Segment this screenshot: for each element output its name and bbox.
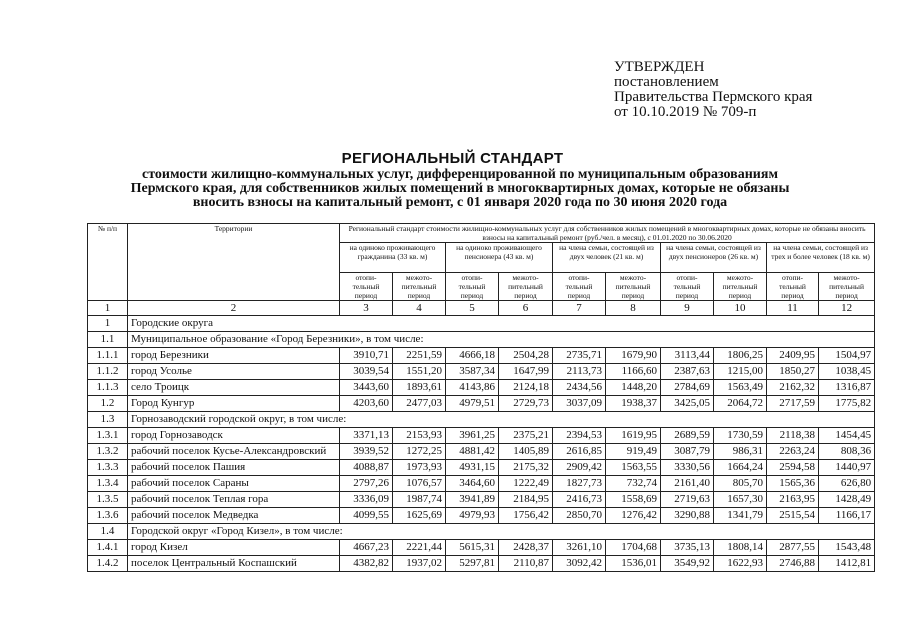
- value-cell: 1730,59: [714, 428, 767, 444]
- table-row: [88, 364, 875, 380]
- value-cell: 2477,03: [393, 396, 446, 412]
- table-row: [88, 508, 875, 524]
- header-non-heating-period: межото-пительный период: [499, 273, 553, 301]
- value-cell: 1448,20: [606, 380, 661, 396]
- value-cell: 3087,79: [661, 444, 714, 460]
- value-cell: 1657,30: [714, 492, 767, 508]
- value-cell: 626,80: [819, 476, 875, 492]
- row-number: 1.3: [88, 412, 128, 428]
- header-non-heating-period: межото-пительный период: [606, 273, 661, 301]
- table-row: [88, 380, 875, 396]
- column-number: 8: [606, 301, 661, 316]
- row-number: 1.3.1: [88, 428, 128, 444]
- column-number: 1: [88, 301, 128, 316]
- value-cell: 4881,42: [446, 444, 499, 460]
- territory-name: город Кизел: [128, 540, 340, 556]
- value-cell: 1987,74: [393, 492, 446, 508]
- value-cell: 3092,42: [553, 556, 606, 572]
- value-cell: 1937,02: [393, 556, 446, 572]
- territory-name: город Березники: [128, 348, 340, 364]
- row-number: 1.4: [88, 524, 128, 540]
- approval-stamp: [614, 60, 812, 120]
- value-cell: 2184,95: [499, 492, 553, 508]
- value-cell: 2064,72: [714, 396, 767, 412]
- value-cell: 3261,10: [553, 540, 606, 556]
- value-cell: 2409,95: [767, 348, 819, 364]
- value-cell: 1756,42: [499, 508, 553, 524]
- section-name: Городские округа: [128, 316, 875, 332]
- value-cell: 732,74: [606, 476, 661, 492]
- value-cell: 2850,70: [553, 508, 606, 524]
- value-cell: 4931,15: [446, 460, 499, 476]
- value-cell: 3464,60: [446, 476, 499, 492]
- row-number: 1.1.2: [88, 364, 128, 380]
- value-cell: 1647,99: [499, 364, 553, 380]
- value-cell: 1405,89: [499, 444, 553, 460]
- value-cell: 2153,93: [393, 428, 446, 444]
- value-cell: 1704,68: [606, 540, 661, 556]
- value-cell: 1893,61: [393, 380, 446, 396]
- value-cell: 1622,93: [714, 556, 767, 572]
- value-cell: 1563,49: [714, 380, 767, 396]
- value-cell: 3910,71: [340, 348, 393, 364]
- value-cell: 2416,73: [553, 492, 606, 508]
- column-number: 4: [393, 301, 446, 316]
- value-cell: 1625,69: [393, 508, 446, 524]
- value-cell: 1276,42: [606, 508, 661, 524]
- value-cell: 1341,79: [714, 508, 767, 524]
- row-number: 1.3.5: [88, 492, 128, 508]
- value-cell: 3113,44: [661, 348, 714, 364]
- territory-name: город Горнозаводск: [128, 428, 340, 444]
- header-main: Региональный стандарт стоимости жилищно-коммунальных услуг для собственников жилых помещений в многоквартирных домах, которые не обязаны вносить взносы на капитальный ремонт (руб./чел. в месяц), с 01.01.2020 по 30.06.2020: [340, 224, 875, 243]
- territory-name: Город Кунгур: [128, 396, 340, 412]
- row-number: 1.3.6: [88, 508, 128, 524]
- value-cell: 1563,55: [606, 460, 661, 476]
- value-cell: 2729,73: [499, 396, 553, 412]
- value-cell: 2689,59: [661, 428, 714, 444]
- value-cell: 2797,26: [340, 476, 393, 492]
- value-cell: 1412,81: [819, 556, 875, 572]
- column-number: 7: [553, 301, 606, 316]
- section-name: Городской округ «Город Кизел», в том числе:: [128, 524, 875, 540]
- value-cell: 3939,52: [340, 444, 393, 460]
- value-cell: 3336,09: [340, 492, 393, 508]
- table-row: [88, 556, 875, 572]
- value-cell: 3443,60: [340, 380, 393, 396]
- header-heating-period: отопи-тельный период: [553, 273, 606, 301]
- table-row: [88, 492, 875, 508]
- value-cell: 3039,54: [340, 364, 393, 380]
- value-cell: 805,70: [714, 476, 767, 492]
- row-number: 1.3.4: [88, 476, 128, 492]
- table-row: [88, 348, 875, 364]
- header-group-4: на члена семьи, состоящей из двух пенсионеров (26 кв. м): [661, 243, 767, 273]
- value-cell: 2163,95: [767, 492, 819, 508]
- value-cell: 4203,60: [340, 396, 393, 412]
- value-cell: 4099,55: [340, 508, 393, 524]
- table-row: [88, 396, 875, 412]
- value-cell: 2717,59: [767, 396, 819, 412]
- value-cell: 2515,54: [767, 508, 819, 524]
- territory-name: рабочий поселок Теплая гора: [128, 492, 340, 508]
- territory-name: рабочий поселок Медведка: [128, 508, 340, 524]
- value-cell: 3330,56: [661, 460, 714, 476]
- value-cell: 2175,32: [499, 460, 553, 476]
- value-cell: 1679,90: [606, 348, 661, 364]
- value-cell: 3425,05: [661, 396, 714, 412]
- row-number: 1.1.3: [88, 380, 128, 396]
- row-number: 1.4.1: [88, 540, 128, 556]
- value-cell: 1166,17: [819, 508, 875, 524]
- value-cell: 1076,57: [393, 476, 446, 492]
- row-number: 1.3.2: [88, 444, 128, 460]
- column-number: 9: [661, 301, 714, 316]
- row-number: 1.3.3: [88, 460, 128, 476]
- header-heating-period: отопи-тельный период: [340, 273, 393, 301]
- value-cell: 2909,42: [553, 460, 606, 476]
- section-name: Горнозаводский городской округ, в том числе:: [128, 412, 875, 428]
- header-heating-period: отопи-тельный период: [446, 273, 499, 301]
- value-cell: 2162,32: [767, 380, 819, 396]
- value-cell: 2784,69: [661, 380, 714, 396]
- value-cell: 808,36: [819, 444, 875, 460]
- table-row: [88, 476, 875, 492]
- value-cell: 4088,87: [340, 460, 393, 476]
- value-cell: 2434,56: [553, 380, 606, 396]
- column-number: 2: [128, 301, 340, 316]
- standard-table: [87, 223, 875, 572]
- value-cell: 1428,49: [819, 492, 875, 508]
- value-cell: 4979,93: [446, 508, 499, 524]
- value-cell: 1827,73: [553, 476, 606, 492]
- value-cell: 1806,25: [714, 348, 767, 364]
- value-cell: 1272,25: [393, 444, 446, 460]
- value-cell: 2504,28: [499, 348, 553, 364]
- header-number: № п/п: [88, 224, 128, 301]
- value-cell: 2594,58: [767, 460, 819, 476]
- value-cell: 1938,37: [606, 396, 661, 412]
- header-group-5: на члена семьи, состоящей из трех и более человек (18 кв. м): [767, 243, 875, 273]
- header-heating-period: отопи-тельный период: [767, 273, 819, 301]
- header-territory: Территории: [128, 224, 340, 301]
- value-cell: 1454,45: [819, 428, 875, 444]
- header-non-heating-period: межото-пительный период: [819, 273, 875, 301]
- column-number: 10: [714, 301, 767, 316]
- column-number: 3: [340, 301, 393, 316]
- subtitle-line-1: стоимости жилищно-коммунальных услуг, дифференцированной по муниципальным образованиям: [142, 167, 778, 182]
- value-cell: 3587,34: [446, 364, 499, 380]
- section-row: [88, 412, 875, 428]
- value-cell: 2221,44: [393, 540, 446, 556]
- row-number: 1.1: [88, 332, 128, 348]
- value-cell: 1775,82: [819, 396, 875, 412]
- value-cell: 3941,89: [446, 492, 499, 508]
- value-cell: 4382,82: [340, 556, 393, 572]
- value-cell: 5615,31: [446, 540, 499, 556]
- value-cell: 2263,24: [767, 444, 819, 460]
- value-cell: 2118,38: [767, 428, 819, 444]
- header-group-3: на члена семьи, состоящей из двух человек (21 кв. м): [553, 243, 661, 273]
- value-cell: 1440,97: [819, 460, 875, 476]
- territory-name: город Усолье: [128, 364, 340, 380]
- row-number: 1.2: [88, 396, 128, 412]
- column-number: 6: [499, 301, 553, 316]
- value-cell: 4667,23: [340, 540, 393, 556]
- value-cell: 4666,18: [446, 348, 499, 364]
- section-name: Муниципальное образование «Город Березники», в том числе:: [128, 332, 875, 348]
- value-cell: 3961,25: [446, 428, 499, 444]
- value-cell: 2428,37: [499, 540, 553, 556]
- value-cell: 3549,92: [661, 556, 714, 572]
- table-row: [88, 460, 875, 476]
- value-cell: 2719,63: [661, 492, 714, 508]
- subtitle-line-3: вносить взносы на капитальный ремонт, с 01 января 2020 года по 30 июня 2020 года: [192, 195, 728, 210]
- table-row: [88, 428, 875, 444]
- approval-line-2: постановлением: [614, 74, 719, 90]
- value-cell: 1558,69: [606, 492, 661, 508]
- value-cell: 3290,88: [661, 508, 714, 524]
- value-cell: 2124,18: [499, 380, 553, 396]
- subtitle-line-2: Пермского края, для собственников жилых помещений в многоквартирных домах, которые не обязаны: [130, 181, 790, 196]
- value-cell: 1808,14: [714, 540, 767, 556]
- value-cell: 1038,45: [819, 364, 875, 380]
- territory-name: рабочий поселок Сараны: [128, 476, 340, 492]
- row-number: 1: [88, 316, 128, 332]
- value-cell: 3037,09: [553, 396, 606, 412]
- value-cell: 1664,24: [714, 460, 767, 476]
- section-row: [88, 524, 875, 540]
- value-cell: 1619,95: [606, 428, 661, 444]
- value-cell: 2387,63: [661, 364, 714, 380]
- section-row: [88, 332, 875, 348]
- row-number: 1.4.2: [88, 556, 128, 572]
- value-cell: 2110,87: [499, 556, 553, 572]
- value-cell: 2113,73: [553, 364, 606, 380]
- value-cell: 1222,49: [499, 476, 553, 492]
- document-title: РЕГИОНАЛЬНЫЙ СТАНДАРТ: [341, 150, 564, 167]
- value-cell: 986,31: [714, 444, 767, 460]
- value-cell: 3371,13: [340, 428, 393, 444]
- header-heating-period: отопи-тельный период: [661, 273, 714, 301]
- table-row: [88, 540, 875, 556]
- approval-line-4: от 10.10.2019 № 709-п: [614, 104, 757, 120]
- value-cell: 1316,87: [819, 380, 875, 396]
- value-cell: 2877,55: [767, 540, 819, 556]
- value-cell: 2616,85: [553, 444, 606, 460]
- territory-name: рабочий поселок Пашия: [128, 460, 340, 476]
- header-non-heating-period: межото-пительный период: [393, 273, 446, 301]
- value-cell: 5297,81: [446, 556, 499, 572]
- table-row: [88, 444, 875, 460]
- column-number: 11: [767, 301, 819, 316]
- value-cell: 1536,01: [606, 556, 661, 572]
- value-cell: 1850,27: [767, 364, 819, 380]
- value-cell: 2735,71: [553, 348, 606, 364]
- section-row: [88, 316, 875, 332]
- value-cell: 1166,60: [606, 364, 661, 380]
- row-number: 1.1.1: [88, 348, 128, 364]
- value-cell: 919,49: [606, 444, 661, 460]
- header-non-heating-period: межото-пительный период: [714, 273, 767, 301]
- value-cell: 4979,51: [446, 396, 499, 412]
- approval-line-1: УТВЕРЖДЕН: [614, 59, 705, 75]
- value-cell: 1565,36: [767, 476, 819, 492]
- value-cell: 1215,00: [714, 364, 767, 380]
- column-number: 5: [446, 301, 499, 316]
- document-subtitle: [80, 168, 840, 210]
- value-cell: 2375,21: [499, 428, 553, 444]
- value-cell: 3735,13: [661, 540, 714, 556]
- approval-line-3: Правительства Пермского края: [614, 89, 813, 105]
- value-cell: 1973,93: [393, 460, 446, 476]
- value-cell: 4143,86: [446, 380, 499, 396]
- value-cell: 2394,53: [553, 428, 606, 444]
- column-number: 12: [819, 301, 875, 316]
- header-group-1: на одиноко проживающего гражданина (33 кв. м): [340, 243, 446, 273]
- value-cell: 2251,59: [393, 348, 446, 364]
- territory-name: село Троицк: [128, 380, 340, 396]
- value-cell: 2161,40: [661, 476, 714, 492]
- value-cell: 1504,97: [819, 348, 875, 364]
- territory-name: поселок Центральный Коспашский: [128, 556, 340, 572]
- value-cell: 2746,88: [767, 556, 819, 572]
- value-cell: 1543,48: [819, 540, 875, 556]
- value-cell: 1551,20: [393, 364, 446, 380]
- header-group-2: на одиноко проживающего пенсионера (43 кв. м): [446, 243, 553, 273]
- territory-name: рабочий поселок Кусье-Александровский: [128, 444, 340, 460]
